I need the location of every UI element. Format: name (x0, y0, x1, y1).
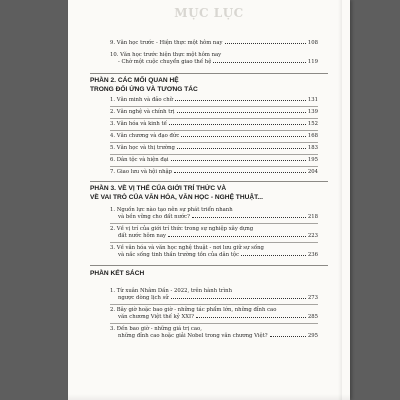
page-shadow (68, 394, 350, 400)
part-3-title: PHẦN 3. VỀ VỊ THẾ CỦA GIỚI TRÍ THỨC VÀ VỀ VAI TRÒ CỦA VĂN HÓA, VĂN HỌC - NGHỆ THUẬT... (90, 185, 263, 201)
section-divider (90, 265, 328, 266)
entry-rule (110, 166, 318, 167)
toc-entry: 3. Văn hóa và kinh tế 152 (110, 121, 318, 127)
section-divider (90, 73, 328, 74)
entry-rule (110, 130, 318, 131)
entry-rule (110, 142, 318, 143)
entry-rule (110, 323, 318, 324)
entry-rule (110, 242, 318, 243)
part-end-title: PHẦN KẾT SÁCH (90, 270, 145, 277)
toc-entry: 1. Văn minh và đảo chữ 131 (110, 97, 318, 103)
page-spine-shadow (338, 0, 342, 400)
toc-entry: 4. Văn chương và đạo đức 168 (110, 133, 318, 139)
toc-entry: 2. Về vị trí của giới trí thức trong sự nghiệp xây dựng đất nước hôm nay 223 (110, 226, 318, 240)
toc-entry: 5. Văn học và thị trường 183 (110, 145, 318, 151)
toc-entry: 2. Bây giờ hoặc bao giờ - những tác phẩm lớn, những đỉnh cao văn chương Việt thế kỷ XXI? 285 (110, 307, 318, 321)
entry-rule (110, 304, 318, 305)
entry-rule (110, 154, 318, 155)
toc-entry: 10. Văn học trước hiện thực một hôm nay - Chờ một cuộc chuyển giao thế hệ 119 (110, 52, 318, 66)
book-page (68, 0, 350, 400)
toc-entry: 1. Từ xuân Nhâm Dần - 2022, trên hành trình ngược dòng lịch sử 273 (110, 288, 318, 302)
entry-rule (110, 223, 318, 224)
entry-rule (110, 106, 318, 107)
toc-entry: 2. Văn nghệ và chính trị 139 (110, 109, 318, 115)
part-2-title: PHẦN 2. CÁC MỐI QUAN HỆ TRONG ĐỐI ỨNG VÀ TƯƠNG TÁC (90, 77, 198, 93)
page-heading-faint: MỤC LỤC (174, 6, 244, 20)
toc-entry: 9. Văn học trước - Hiện thực một hôm nay 108 (110, 40, 318, 46)
toc-entry: 3. Đến bao giờ - những giá trị cao, những đỉnh cao hoặc giải Nobel trong văn chương Việt? 295 (110, 326, 318, 340)
toc-entry: 7. Giao lưu và hội nhập 204 (110, 169, 318, 175)
toc-entry: 3. Về văn hóa và văn học nghệ thuật - nơi lưu giữ sự sống và nắc sống tinh thần trường tồn của dân tộc 236 (110, 245, 318, 259)
section-divider (90, 181, 328, 182)
toc-entry: 1. Nguồn lực nào tạo nên sự phát triển nhanh và bền vững cho đất nước? 218 (110, 207, 318, 221)
toc-entry: 6. Dân tộc và hiện đại 195 (110, 157, 318, 163)
entry-rule (110, 118, 318, 119)
